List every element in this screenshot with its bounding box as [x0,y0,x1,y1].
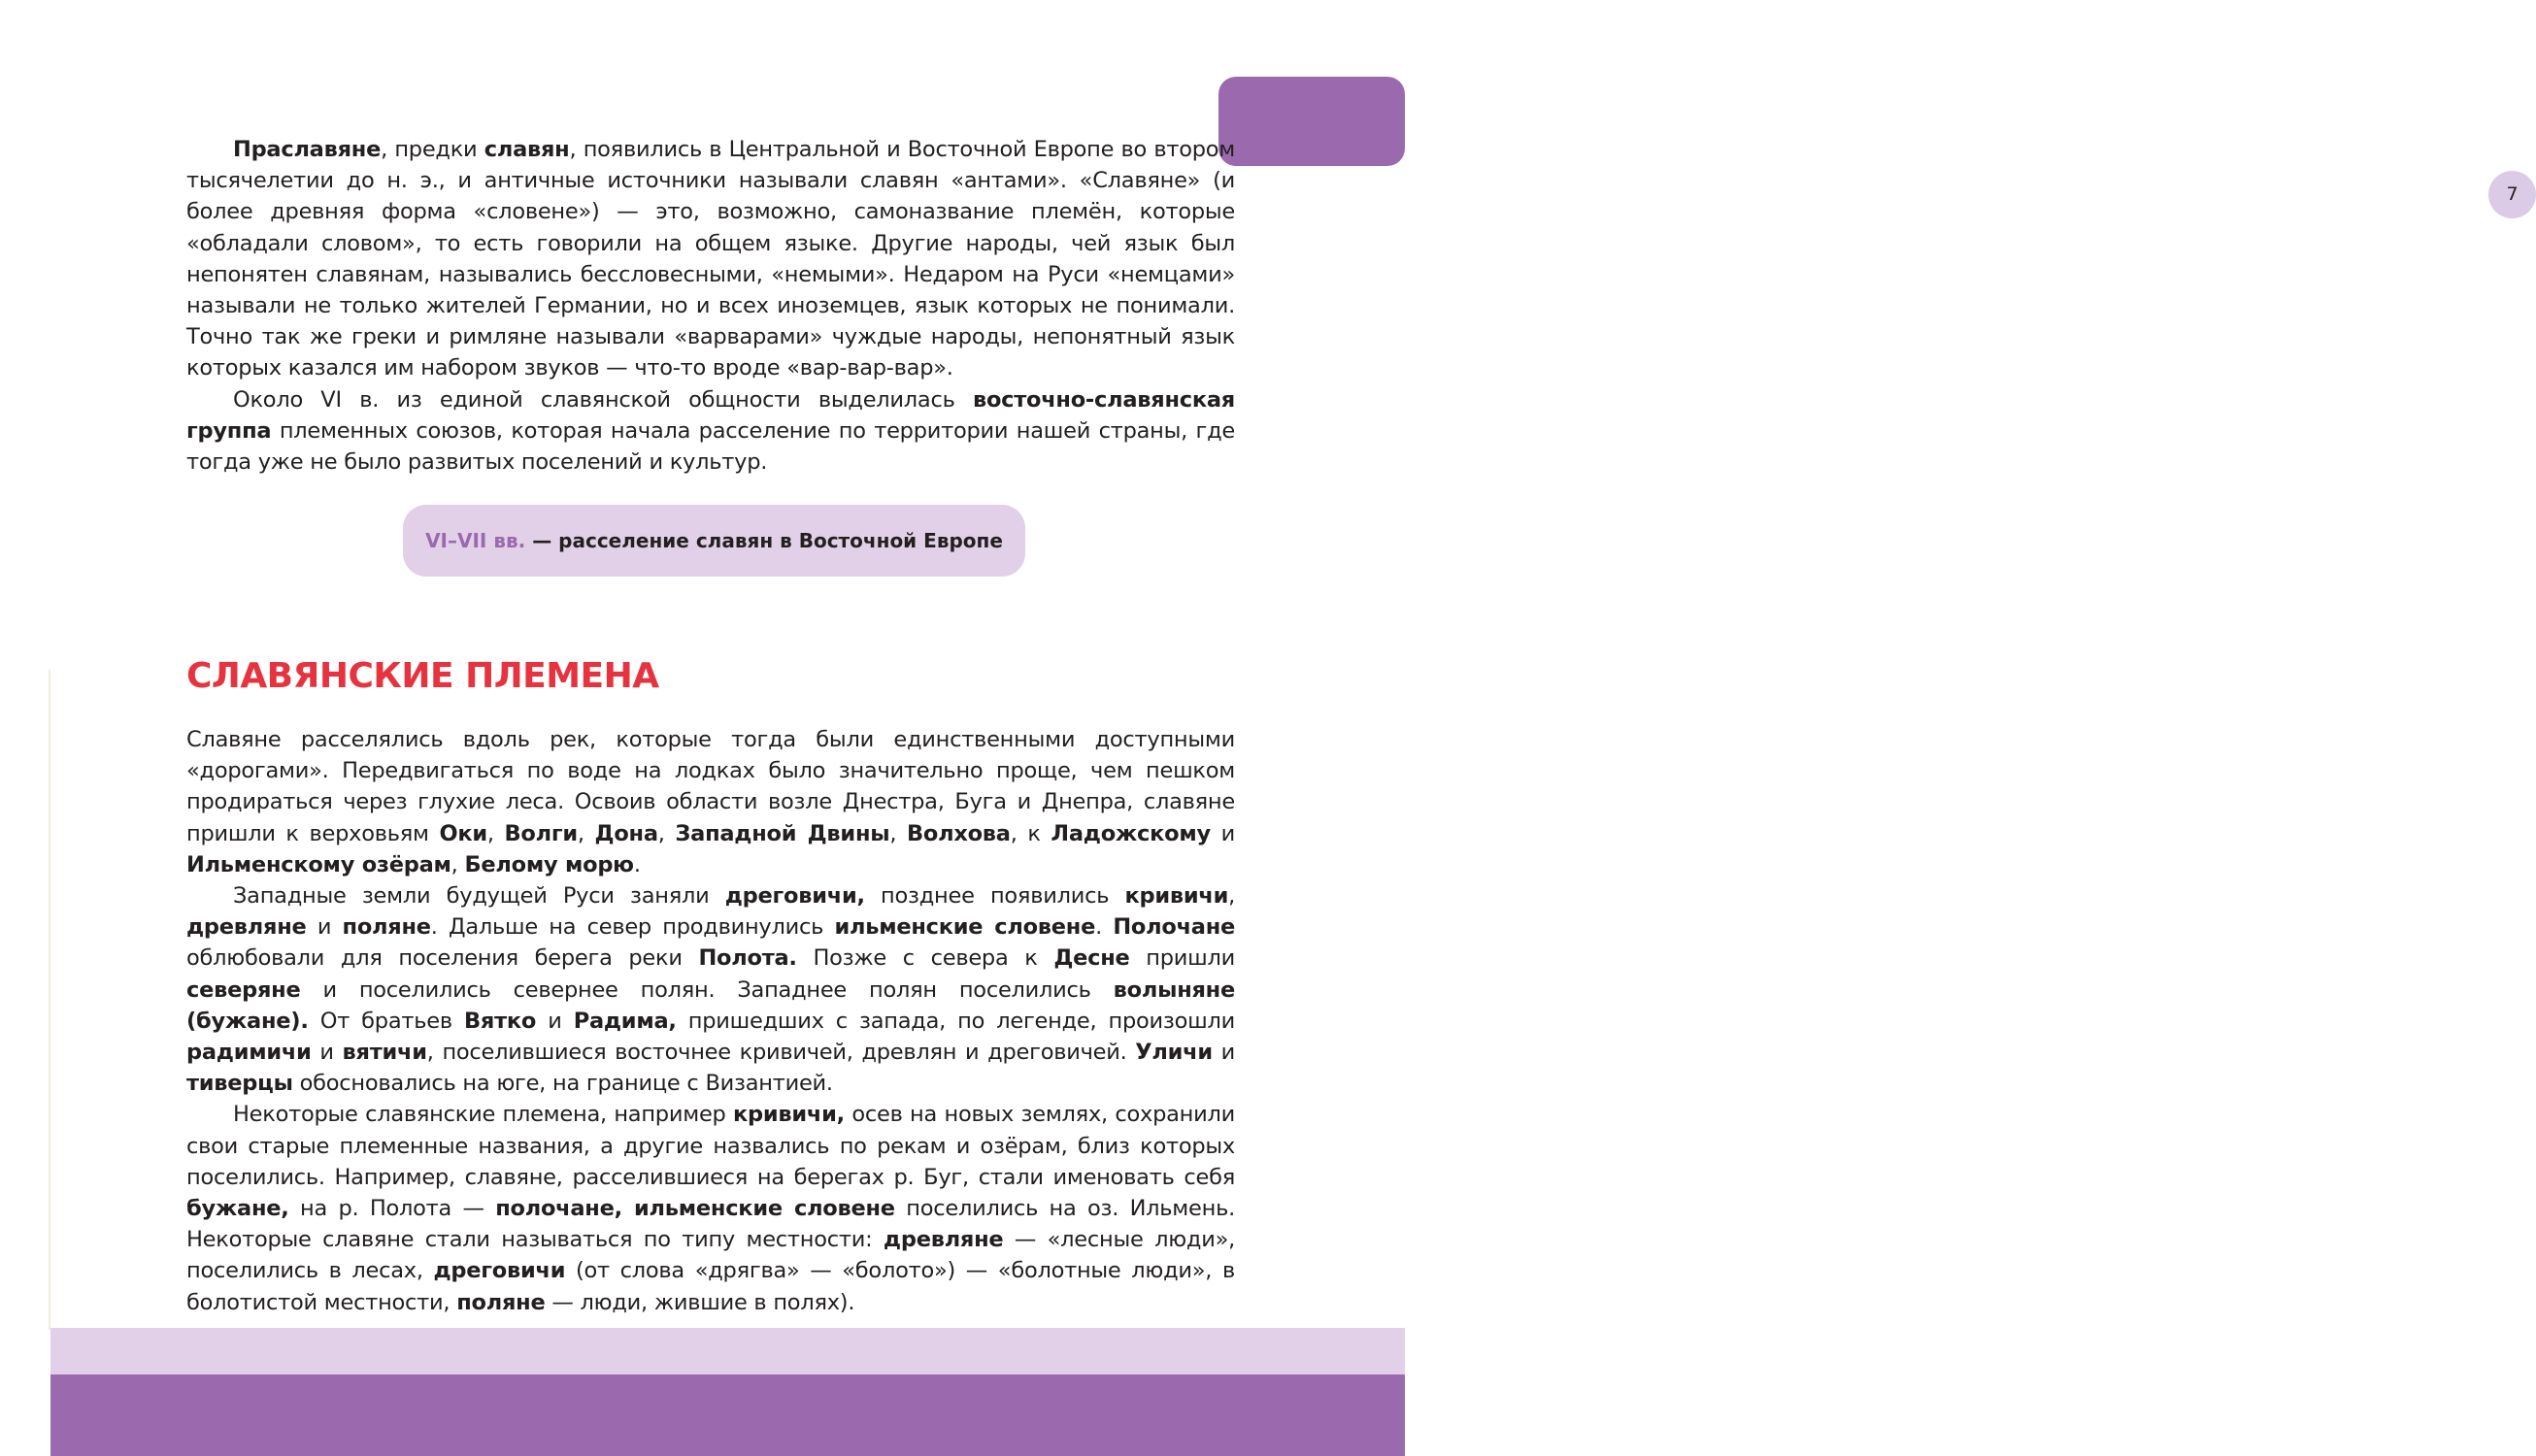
bold-term: древляне [186,914,307,941]
bold-term: дреговичи, [724,883,865,910]
bold-term: Полочане [1113,914,1236,941]
bold-term: бужане, [186,1196,289,1222]
date-callout [403,505,1025,577]
bold-term: поляне [456,1289,546,1315]
paragraph: Праславяне, предки славян, появились в Центральной и Восточной Европе во втором тысячелетии до н. э., и античные источники называли славян «антами». «Славяне» (и более древняя форма «словене») — это, возможно, самоназвание племён, которые «обладали словом», то есть говорили на общем языке. Другие народы, чей язык был непонятен славянам, назывались бессловесными, «немыми». Недаром на Руси «немцами» называли не только жителей Германии, но и всех иноземцев, язык которых не понимали. Точно так же греки и римляне называли «варварами» чуждые народы, непонятный язык которых казался им набором звуков — что-то вроде «вар-вар-вар». [186,137,1236,381]
bold-term: Белому морю [464,851,634,877]
tribes-text [186,724,1235,1318]
bold-term: Полота. [698,945,797,972]
bold-term: Оки [439,820,487,846]
paragraph: Славяне расселялись вдоль рек, которые тогда были единственными доступными «дорогами». Передвигаться по воде на лодках было значительно проще, чем пешком продираться через глухие леса. Освоив области возле Днестра, Буга и Днепра, славяне пришли к верховьям Оки, Волги, Дона, Западной Двины, Волхова, к Ладожскому и Ильменскому озёрам, Белому морю. [186,727,1236,877]
bold-term: полочане, ильменские словене [495,1196,895,1222]
callout-date: VI–VII вв. [425,529,526,552]
bold-term: кривичи [1124,883,1229,910]
bold-term: славян [484,137,570,162]
bold-term: тиверцы [186,1071,293,1097]
bold-term: Праславяне [233,137,382,162]
bold-term: дреговичи [433,1258,566,1284]
bold-term: Ильменскому озёрам [186,851,451,877]
bold-term: восточно-славянская группа [186,386,1235,444]
bold-term: вятичи [342,1040,427,1066]
footer-band-dark [50,1374,1405,1456]
bold-term: кривичи, [733,1102,845,1128]
bold-term: древляне [883,1227,1004,1253]
bold-term: ильменские словене [834,914,1096,941]
paragraph: Некоторые славянские племена, например кривичи, осев на новых землях, сохранили свои старые племенные названия, а другие назвались по рекам и озёрам, близ которых поселились. Например, славяне, расселившиеся на берегах р. Буг, стали именовать себя бужане, на р. Полота — полочане, ильменские словене поселились на оз. Ильмень. Некоторые славяне стали называться по типу местности: древляне — «лесные люди», поселились в лесах, дреговичи (от слова «дрягва» — «болото») — «болотные люди», в болотистой местности, поляне — люди, жившие в полях). [186,1102,1235,1315]
bold-term: Вятко [463,1008,537,1034]
intro-text [186,134,1235,478]
bold-term: Западной Двины [675,820,890,846]
paragraph: Около VI в. из единой славянской общности выделилась восточно-славянская группа племенных союзов, которая начала расселение по территории нашей страны, где тогда уже не было развитых поселений и культур. [186,386,1235,476]
bold-term: Уличи [1135,1040,1213,1066]
bold-term: радимичи [186,1040,312,1066]
section-title: СЛАВЯНСКИЕ ПЛЕМЕНА [186,656,659,696]
bold-term: поляне [342,914,431,941]
bold-term: Дона [594,820,658,846]
page-number-tab [1218,77,2519,205]
footer-band-light [50,1328,1405,1374]
page-number: 7 [2488,171,2536,218]
decorative-edge-line [49,670,50,1330]
bold-term: волыняне (бужане). [186,976,1235,1034]
bold-term: Волхова [906,820,1011,846]
bold-term: Ладожскому [1051,820,1211,846]
bold-term: Радима, [573,1008,677,1034]
paragraph: Западные земли будущей Руси заняли дреговичи, позднее появились кривичи, древляне и поляне. Дальше на север продвинулись ильменские словене. Полочане облюбовали для поселения берега реки Полота. Позже с севера к Десне пришли северяне и поселились севернее полян. Западнее полян поселились волыняне (бужане). От братьев Вятко и Радима, пришедших с запада, по легенде, произошли радимичи и вятичи, поселившиеся восточнее кривичей, древлян и дреговичей. Уличи и тиверцы обосновались на юге, на границе с Византией. [186,883,1236,1097]
bold-term: северяне [186,976,301,1003]
bold-term: Волги [504,820,578,846]
callout-text: — расселение славян в Восточной Европе [525,529,1003,552]
bold-term: Десне [1053,945,1130,972]
